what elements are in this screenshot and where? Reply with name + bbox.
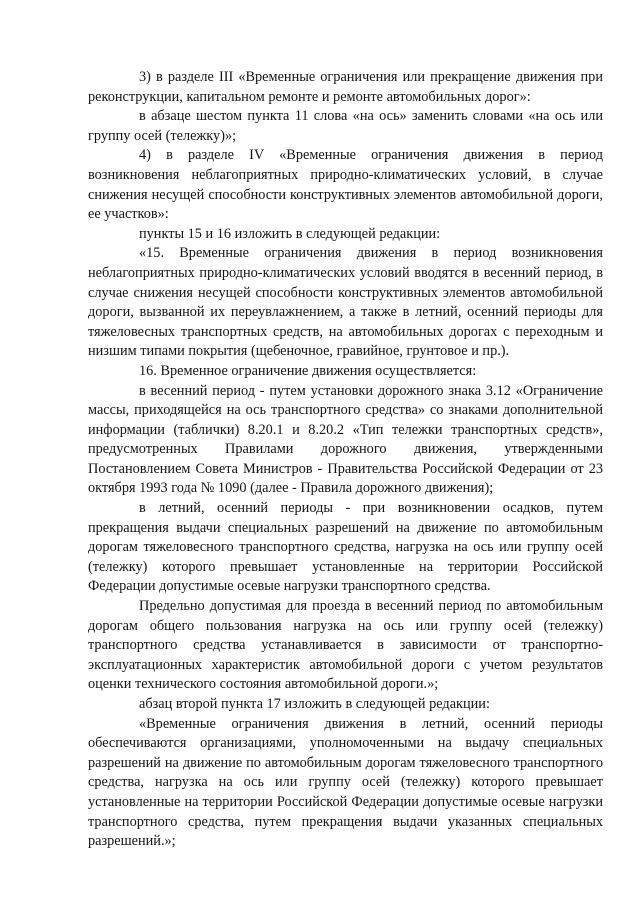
paragraph-item-17-text: «Временные ограничения движения в летний, осенний периоды обеспечиваются организациями, уполномоченными на выдачу специальных разрешений на движение по автомобильным дорогам тяжеловесного транспортного средства, нагрузка на ось или группу осей (тележку) которого превышает установленные на территории Российской Федерации допустимые осевые нагрузки транспортного средства, путем прекращения выдачи указанных специальных разрешений.»; [88, 715, 603, 850]
paragraph-axle-load-limit: Предельно допустимая для проезда в весенний период по автомобильным дорогам общего пользования нагрузка на ось или группу осей (тележку) транспортного средства устанавливается в зависимости от транспортно-эксплуатационных характеристик автомобильной дороги с учетом результатов оценки технического состояния автомобильной дороги.»; [88, 598, 603, 693]
paragraph-item-17-intro: абзац второй пункта 17 изложить в следующей редакции: [139, 696, 490, 712]
paragraph-item-11-amendment: в абзаце шестом пункта 11 слова «на ось» заменить словами «на ось или группу осей (тележку)»; [88, 108, 603, 144]
paragraph-summer-autumn-period: в летний, осенний периоды - при возникновении осадков, путем прекращения выдачи специальных разрешений на движение по автомобильным дорогам тяжеловесного транспортного средства, нагрузка на ось или группу осей (тележку) которого превышает установленные на территории Российской Федерации допустимые осевые нагрузки транспортного средства. [88, 500, 603, 595]
paragraph-section-4: 4) в разделе IV «Временные ограничения движения в период возникновения неблагоприятных природно-климатических условий, в случае снижения несущей способности конструктивных элементов автомобильной дороги, ее участков»: [88, 147, 603, 223]
paragraph-spring-period: в весенний период - путем установки дорожного знака 3.12 «Ограничение массы, приходящейся на ось транспортного средства» со знаками дополнительной информации (таблички) 8.20.1 и 8.20.2 «Тип тележки транспортных средств», предусмотренных Правилами дорожного движения, утвержденными Постановлением Совета Министров - Правительства Российской Федерации от 23 октября 1993 года № 1090 (далее - Правила дорожного движения); [88, 382, 603, 497]
paragraph-section-3: 3) в разделе III «Временные ограничения или прекращение движения при реконструкции, капитальном ремонте и ремонте автомобильных дорог»: [88, 69, 603, 105]
paragraph-items-15-16-intro: пункты 15 и 16 изложить в следующей редакции: [139, 225, 441, 242]
paragraph-item-16-intro: 16. Временное ограничение движения осуществляется: [139, 362, 477, 379]
document-page [88, 68, 603, 852]
paragraph-item-15: «15. Временные ограничения движения в период возникновения неблагоприятных природно-климатических условий вводятся в весенний период, в случае снижения несущей способности конструктивных элементов автомобильной дороги, вызванной их переувлажнением, а также в летний, осенний периоды для тяжеловесных транспортных средств, на автомобильных дорогах с переходным и низшим типами покрытия (щебеночное, гравийное, грунтовое и пр.). [88, 245, 603, 360]
